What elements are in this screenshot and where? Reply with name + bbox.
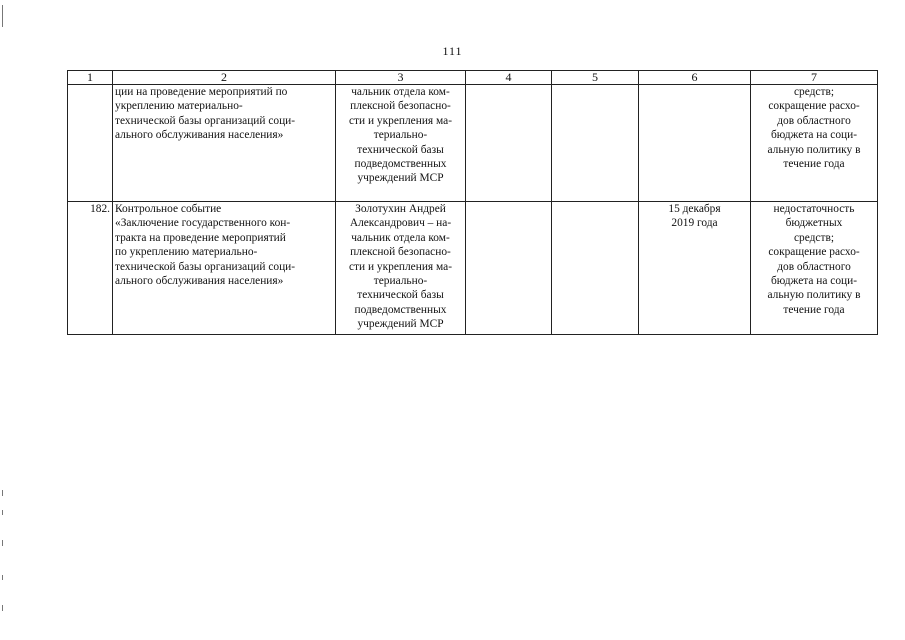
text-line: дов областного <box>777 260 851 273</box>
text-line: дов областного <box>777 114 851 127</box>
text-line: 2019 года <box>671 217 718 230</box>
responsible-person <box>336 85 466 202</box>
text-line: териально- <box>373 275 428 288</box>
text-line: альную политику в <box>767 143 861 156</box>
col-4-cell <box>466 85 552 202</box>
text-line: технической базы <box>357 289 444 302</box>
text-line: недостаточность <box>773 203 855 215</box>
event-description <box>113 202 336 335</box>
text-line: подведомственных <box>354 303 447 316</box>
row-number: 182. <box>68 202 113 335</box>
text-line: течение года <box>783 158 845 171</box>
col-5-cell <box>552 85 639 202</box>
page-number: 111 <box>442 44 463 58</box>
header-row <box>68 71 878 85</box>
text-line: Золотухин Андрей <box>355 203 446 215</box>
text-line: альную политику в <box>767 289 861 302</box>
header-col-7: 7 <box>751 71 878 85</box>
text-line: укреплению материально- <box>115 100 243 113</box>
text-line: плексной безопасно- <box>350 100 451 113</box>
text-line: Александрович – на- <box>349 217 452 230</box>
header-col-6: 6 <box>639 71 751 85</box>
text-line: подведомственных <box>354 158 447 171</box>
deadline-cell <box>639 202 751 335</box>
text-line: бюджета на соци- <box>770 129 858 142</box>
text-line: сти и укрепления ма- <box>349 114 452 127</box>
table-row <box>68 202 878 335</box>
text-line: «Заключение государственного кон- <box>115 217 291 230</box>
deadline-cell <box>639 85 751 202</box>
col-4-cell <box>466 202 552 335</box>
row-number <box>68 85 113 202</box>
event-description <box>113 85 336 202</box>
risk-description <box>751 202 878 335</box>
text-line: плексной безопасно- <box>350 246 451 259</box>
events-table <box>67 70 878 335</box>
text-line: бюджета на соци- <box>770 275 858 288</box>
text-line: чальник отдела ком- <box>351 86 450 98</box>
text-line: сти и укрепления ма- <box>349 260 452 273</box>
responsible-person <box>336 202 466 335</box>
text-line: течение года <box>783 303 845 316</box>
text-line: технической базы организаций соци- <box>115 114 296 127</box>
header-col-1: 1 <box>68 71 113 85</box>
header-col-3: 3 <box>336 71 466 85</box>
text-line: тракта на проведение мероприятий <box>115 231 286 244</box>
header-col-2: 2 <box>113 71 336 85</box>
header-col-5: 5 <box>552 71 639 85</box>
text-line: средств; <box>793 86 835 98</box>
scan-edge-marks <box>2 0 4 640</box>
text-line: 15 декабря <box>668 203 721 215</box>
text-line: технической базы <box>357 143 444 156</box>
text-line: ции на проведение мероприятий по <box>115 86 288 98</box>
text-line: учреждений МСР <box>357 172 444 185</box>
text-line: ального обслуживания населения» <box>115 275 284 288</box>
text-line: сокращение расхо- <box>768 246 860 259</box>
text-line: Контрольное событие <box>115 203 222 215</box>
text-line: сокращение расхо- <box>768 100 860 113</box>
table-row <box>68 85 878 202</box>
text-line: учреждений МСР <box>357 318 444 331</box>
risk-description <box>751 85 878 202</box>
col-5-cell <box>552 202 639 335</box>
text-line: средств; <box>793 231 835 244</box>
text-line: по укреплению материально- <box>115 246 258 259</box>
text-line: бюджетных <box>785 217 843 230</box>
text-line: технической базы организаций соци- <box>115 260 296 273</box>
text-line: териально- <box>373 129 428 142</box>
text-line: ального обслуживания населения» <box>115 129 284 142</box>
text-line: чальник отдела ком- <box>351 231 450 244</box>
header-col-4: 4 <box>466 71 552 85</box>
